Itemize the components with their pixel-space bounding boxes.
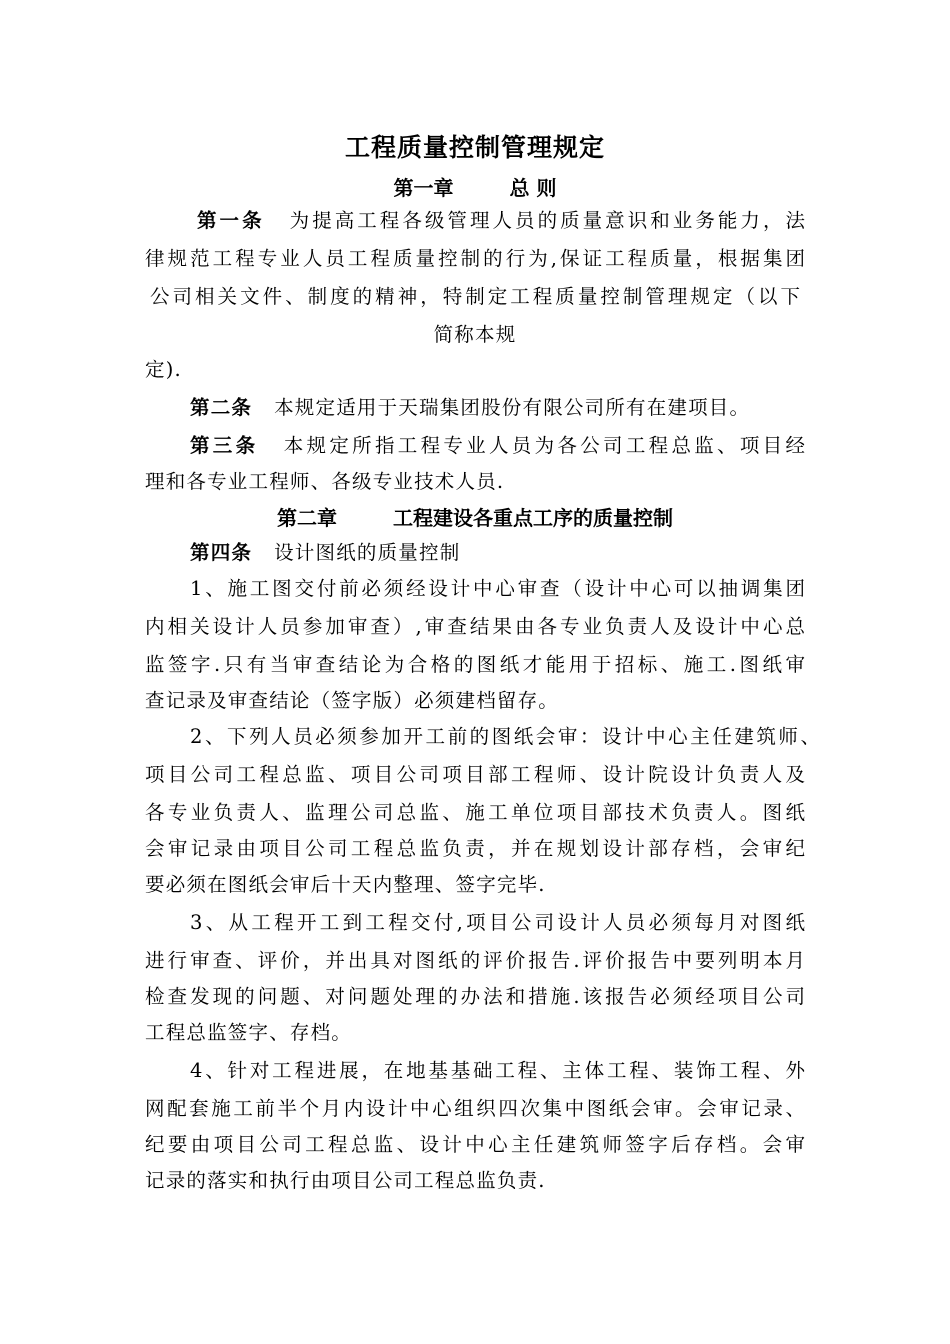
- item-4-line-1: 4、针对工程进展，在地基基础工程、主体工程、装饰工程、外: [190, 1059, 805, 1082]
- item-2-line-2: 项目公司工程总监、项目公司项目部工程师、设计院设计负责人及: [145, 763, 805, 786]
- item-1-line-4: 查记录及审查结论（签字版）必须建档留存。: [145, 689, 560, 712]
- item-2-line-1: 2、下列人员必须参加开工前的图纸会审：设计中心主任建筑师、: [190, 725, 820, 748]
- chapter-2-label: 第二章: [277, 506, 337, 530]
- article-1-label: 第一条: [197, 209, 265, 232]
- item-2-line-4: 会审记录由项目公司工程总监负责，并在规划设计部存档，会审纪: [145, 837, 805, 860]
- article-4-line: [190, 537, 790, 569]
- item-2-line-5: 要必须在图纸会审后十天内整理、签字完毕.: [145, 873, 546, 896]
- item-4-line-2: 网配套施工前半个月内设计中心组织四次集中图纸会审。会审记录、: [145, 1097, 805, 1120]
- chapter-1-name: 总 则: [509, 176, 557, 200]
- article-3-line-2: 理和各专业工程师、各级专业技术人员.: [145, 470, 505, 493]
- item-3-line-3: 检查发现的问题、对问题处理的办法和措施.该报告必须经项目公司: [145, 985, 805, 1008]
- article-2-label: 第二条: [190, 396, 253, 419]
- item-3-line-2: 进行审查、评价，并出具对图纸的评价报告.评价报告中要列明本月: [145, 949, 805, 972]
- article-3-label: 第三条: [190, 434, 259, 457]
- article-1-line-5: 定).: [145, 358, 182, 381]
- article-1-line-2: 律规范工程专业人员工程质量控制的行为,保证工程质量，根据集团: [145, 247, 805, 270]
- item-1-line-1: 1、施工图交付前必须经设计中心审查（设计中心可以抽调集团: [190, 577, 805, 600]
- article-1-text-1: 为提高工程各级管理人员的质量意识和业务能力，法: [286, 209, 805, 232]
- item-4-line-4: 记录的落实和执行由项目公司工程总监负责.: [145, 1169, 546, 1192]
- article-4-label: 第四条: [190, 541, 253, 564]
- item-3-line-4: 工程总监签字、存档。: [145, 1021, 353, 1044]
- article-4-text: 设计图纸的质量控制: [274, 541, 461, 564]
- chapter-2-heading: [0, 502, 950, 534]
- article-2-text: 本规定适用于天瑞集团股份有限公司所有在建项目。: [274, 396, 751, 419]
- document-title: 工程质量控制管理规定: [344, 133, 605, 162]
- chapter-2-name: 工程建设各重点工序的质量控制: [393, 506, 673, 530]
- article-3-line-1: [190, 430, 805, 462]
- article-2-line: [190, 392, 810, 424]
- article-3-text-1: 本规定所指工程专业人员为各公司工程总监、项目经: [280, 434, 805, 457]
- chapter-1-label: 第一章: [393, 176, 454, 200]
- item-1-line-3: 监签字.只有当审查结论为合格的图纸才能用于招标、施工.图纸审: [145, 653, 805, 676]
- item-4-line-3: 纪要由项目公司工程总监、设计中心主任建筑师签字后存档。会审: [145, 1133, 805, 1156]
- article-1-line-4: 简称本规: [433, 323, 517, 346]
- item-3-line-1: 3、从工程开工到工程交付,项目公司设计人员必须每月对图纸: [190, 911, 805, 934]
- article-1-line-3: 公司相关文件、制度的精神，特制定工程质量控制管理规定（以下: [150, 285, 800, 308]
- item-2-line-3: 各专业负责人、监理公司总监、施工单位项目部技术负责人。图纸: [145, 801, 805, 824]
- article-1-line-1: [145, 205, 805, 237]
- item-1-line-2: 内相关设计人员参加审查）,审查结果由各专业负责人及设计中心总: [145, 615, 805, 638]
- chapter-1-heading: [0, 172, 950, 204]
